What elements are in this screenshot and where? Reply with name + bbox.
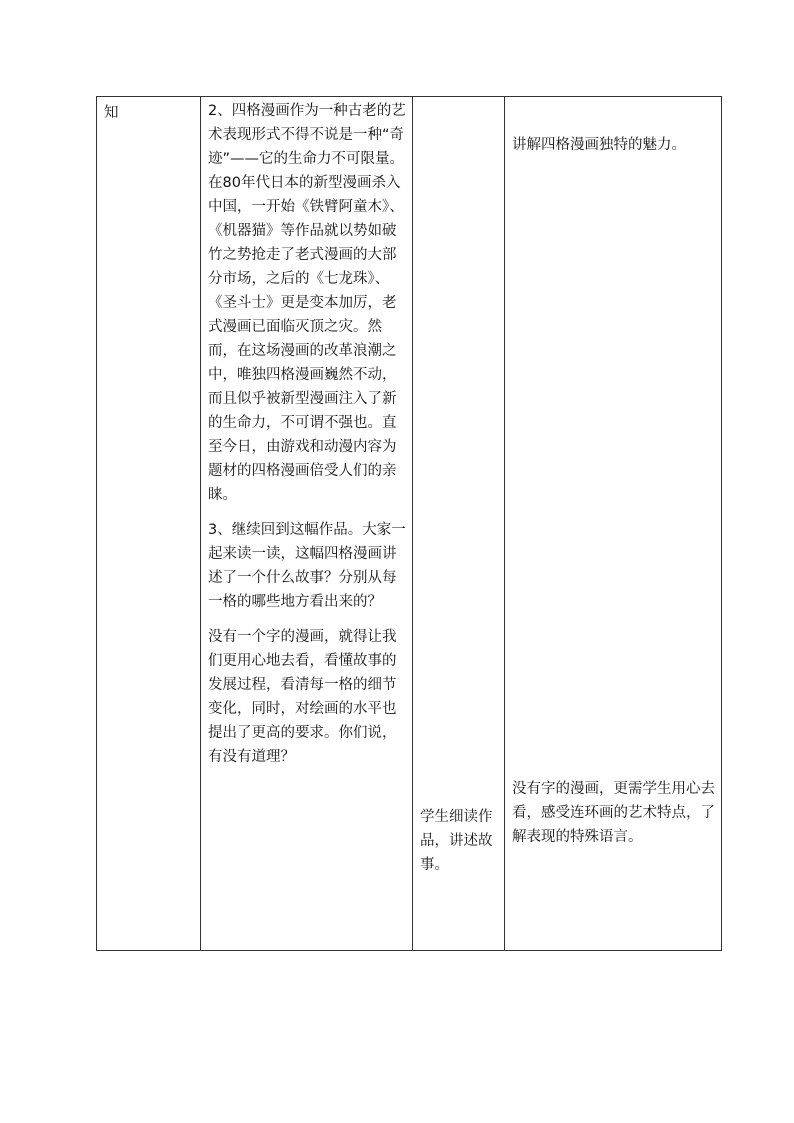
student-activity-text: 学生细读作品，讲述故事。 (420, 809, 493, 873)
design-intent-cell (505, 97, 722, 951)
design-intent-note-1: 讲解四格漫画独特的魅力。 (512, 137, 686, 153)
student-activity-cell (413, 97, 505, 951)
content-paragraph-summary: 没有一个字的漫画，就得让我们更用心地去看，看懂故事的发展过程，看清每一格的细节变化，同时，对绘画的水平也提出了更高的要求。你们说，有没有道理？ (208, 629, 397, 765)
table-row (97, 97, 722, 951)
design-intent-note-2: 没有字的漫画，更需学生用心去看，感受连环画的艺术特点，了解表现的特殊语言。 (512, 781, 715, 845)
content-paragraph-3: 3、继续回到这幅作品。大家一起来读一读，这幅四格漫画讲述了一个什么故事？分别从每一格的哪些地方看出来的？ (208, 522, 406, 610)
stage-cell (97, 97, 201, 951)
stage-label: 知 (104, 105, 119, 121)
teaching-content-cell (201, 97, 413, 951)
lesson-plan-table (96, 96, 722, 951)
content-paragraph-2: 2、四格漫画作为一种古老的艺术表现形式不得不说是一种“奇迹”——它的生命力不可限量。在80年代日本的新型漫画杀入中国，一开始《铁臂阿童木》、《机器猫》等作品就以势如破竹之势抢走了老式漫画的大部分市场，之后的《七龙珠》、《圣斗士》更是变本加厉，老式漫画已面临灭顶之灾。然而，在这场漫画的改革浪潮之中，唯独四格漫画巍然不动，而且似乎被新型漫画注入了新的生命力，不可谓不强也。直至今日，由游戏和动漫内容为题材的四格漫画倍受人们的亲睐。 (208, 103, 406, 503)
